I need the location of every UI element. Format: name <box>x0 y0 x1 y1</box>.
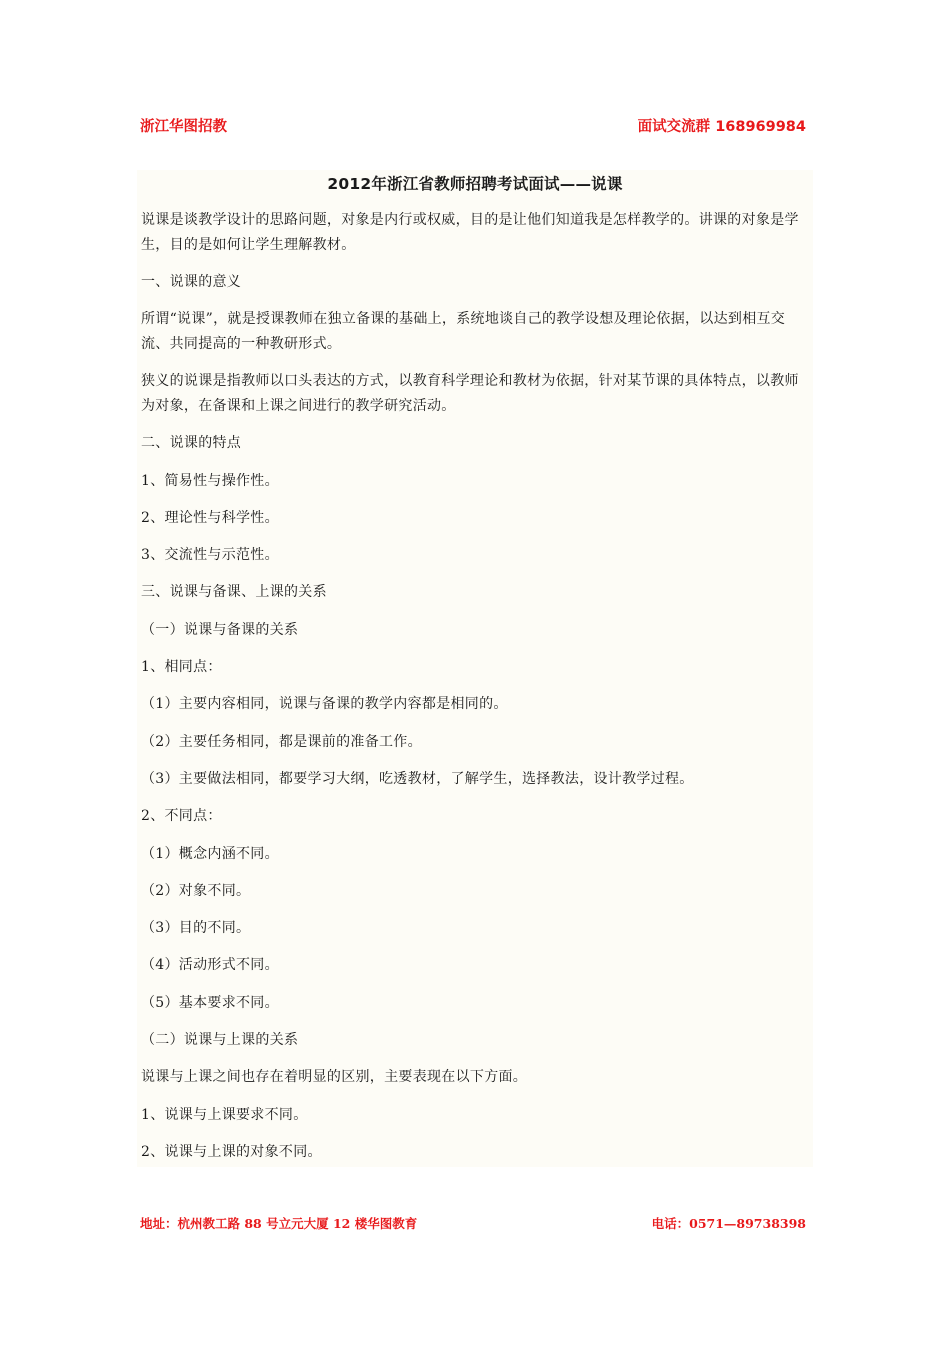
difference-item: （3）目的不同。 <box>141 920 251 937</box>
feature-item: 3、交流性与示范性。 <box>141 547 279 564</box>
section-heading-relations: 三、说课与备课、上课的关系 <box>141 584 327 601</box>
similarity-item: （2）主要任务相同，都是课前的准备工作。 <box>141 733 422 750</box>
similarity-item: （3）主要做法相同，都要学习大纲，吃透教材，了解学生，选择教法，设计教学过程。 <box>141 770 694 787</box>
lesson-relation-intro: 说课与上课之间也存在着明显的区别，主要表现在以下方面。 <box>141 1069 528 1086</box>
header-brand: 浙江华图招教 <box>140 118 227 135</box>
differences-heading: 2、不同点： <box>141 808 222 825</box>
section-heading-meaning: 一、说课的意义 <box>141 274 242 290</box>
lesson-relation-item: 2、说课与上课的对象不同。 <box>141 1143 322 1160</box>
page-header <box>140 113 806 137</box>
document-title: 2012年浙江省教师招聘考试面试——说课 <box>327 175 623 193</box>
header-qq-group: 面试交流群 168969984 <box>637 118 806 135</box>
meaning-paragraph-2: 狭义的说课是指教师以口头表达的方式，以教育科学理论和教材为依据，针对某节课的具体特点，以教师为对象，在备课和上课之间进行的教学研究活动。 <box>141 373 799 415</box>
footer-address: 地址：杭州教工路 88 号立元大厦 12 楼华图教育 <box>140 1216 418 1231</box>
page-footer <box>140 1212 806 1234</box>
similarities-heading: 1、相同点： <box>141 659 222 676</box>
meaning-paragraph-1: 所谓“说课”，就是授课教师在独立备课的基础上，系统地谈自己的教学设想及理论依据，以达到相互交流、共同提高的一种教研形式。 <box>141 311 786 353</box>
difference-item: （4）活动形式不同。 <box>141 957 279 974</box>
intro-paragraph: 说课是谈教学设计的思路问题，对象是内行或权威，目的是让他们知道我是怎样教学的。讲课的对象是学生，目的是如何让学生理解教材。 <box>141 212 799 253</box>
similarity-item: （1）主要内容相同，说课与备课的教学内容都是相同的。 <box>141 696 508 713</box>
footer-phone: 电话：0571—89738398 <box>651 1216 806 1231</box>
difference-item: （5）基本要求不同。 <box>141 994 279 1011</box>
lesson-relation-item: 1、说课与上课要求不同。 <box>141 1106 308 1123</box>
subheading-prep-relation: （一）说课与备课的关系 <box>141 621 299 638</box>
section-heading-features: 二、说课的特点 <box>141 435 242 452</box>
feature-item: 1、简易性与操作性。 <box>141 472 279 489</box>
document-body <box>137 170 813 1167</box>
difference-item: （2）对象不同。 <box>141 882 251 899</box>
subheading-lesson-relation: （二）说课与上课的关系 <box>141 1032 299 1049</box>
difference-item: （1）概念内涵不同。 <box>141 845 279 862</box>
feature-item: 2、理论性与科学性。 <box>141 509 279 526</box>
